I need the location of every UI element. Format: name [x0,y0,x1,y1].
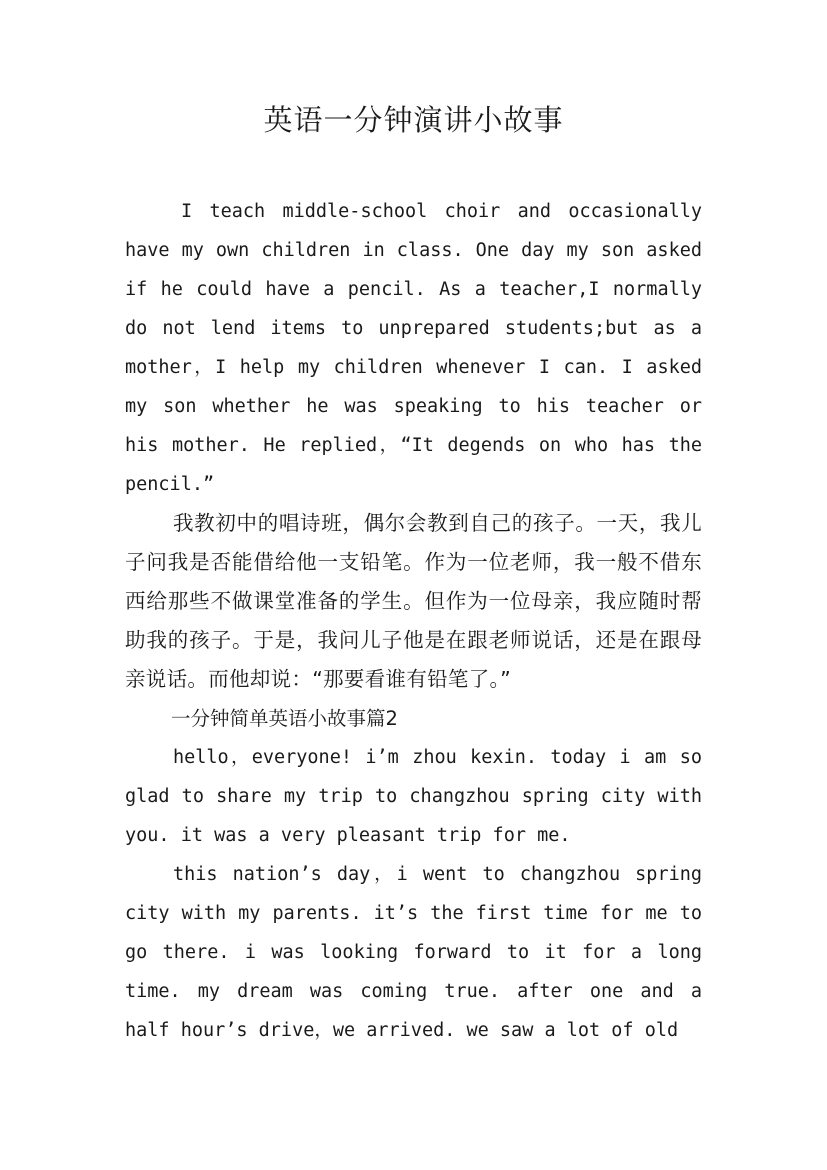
paragraph-english-story-2-intro: hello，everyone! i’m zhou kexin. today i am so glad to share my trip to changzhou spring city with you. it was a very pleasant trip for me. [125,747,702,846]
document-body [125,192,702,1050]
document-title: 英语一分钟演讲小故事 [263,103,564,137]
section-heading-story-2: 一分钟简单英语小故事篇2 [171,707,398,730]
paragraph-chinese-translation-1: 我教初中的唱诗班，偶尔会教到自己的孩子。一天，我儿子问我是否能借给他一支铅笔。作为一位老师，我一般不借东西给那些不做课堂准备的学生。但作为一位母亲，我应随时帮助我的孩子。于是，我问儿子他是在跟老师说话，还是在跟母亲说话。而他却说：“那要看谁有铅笔了。” [125,511,702,691]
paragraph-english-story-1: I teach middle-school choir and occasionally have my own children in class. One day my son asked if he could have a pencil. As a teacher,I normally do not lend items to unprepared students;but as a mother，I help my children whenever I can. I asked my son whether he was speaking to his teacher or his mother. He replied，“It degends on who has the pencil.” [125,201,702,495]
paragraph-english-story-2-body: this nation’s day，i went to changzhou spring city with my parents. it’s the first time for me to go there. i was looking forward to it for a long time. my dream was coming true. after one and a half hour’s drive，we arrived. we saw a lot of old [125,864,702,1041]
